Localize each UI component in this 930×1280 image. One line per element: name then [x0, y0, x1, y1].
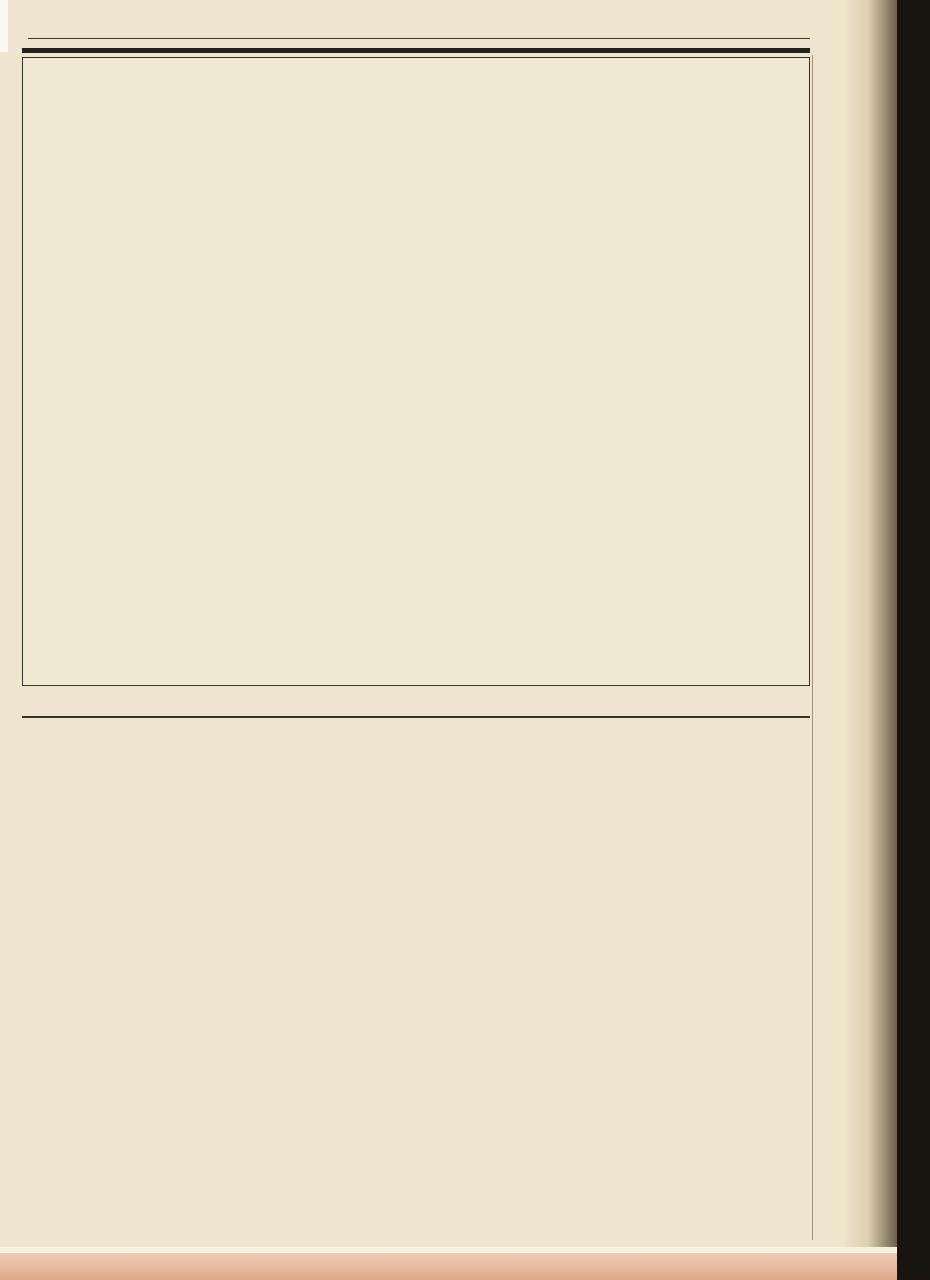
caption-rule [22, 716, 810, 718]
article-column-1 [24, 731, 269, 745]
figure-box [22, 57, 810, 686]
page-edge-line [812, 55, 813, 1240]
header-rule-thin [28, 38, 810, 39]
scan-corner-artifact [0, 0, 8, 52]
page-edge-shadow [869, 0, 897, 1280]
page-edge-light [845, 0, 869, 1280]
article-column-3 [565, 731, 810, 745]
article-column-2 [295, 731, 540, 745]
scan-bottom-strip [0, 1253, 897, 1280]
article-body [24, 731, 810, 745]
scanner-dark-band [897, 0, 930, 1280]
header-rule-thick [22, 48, 810, 53]
circuit-schematic [23, 58, 808, 684]
